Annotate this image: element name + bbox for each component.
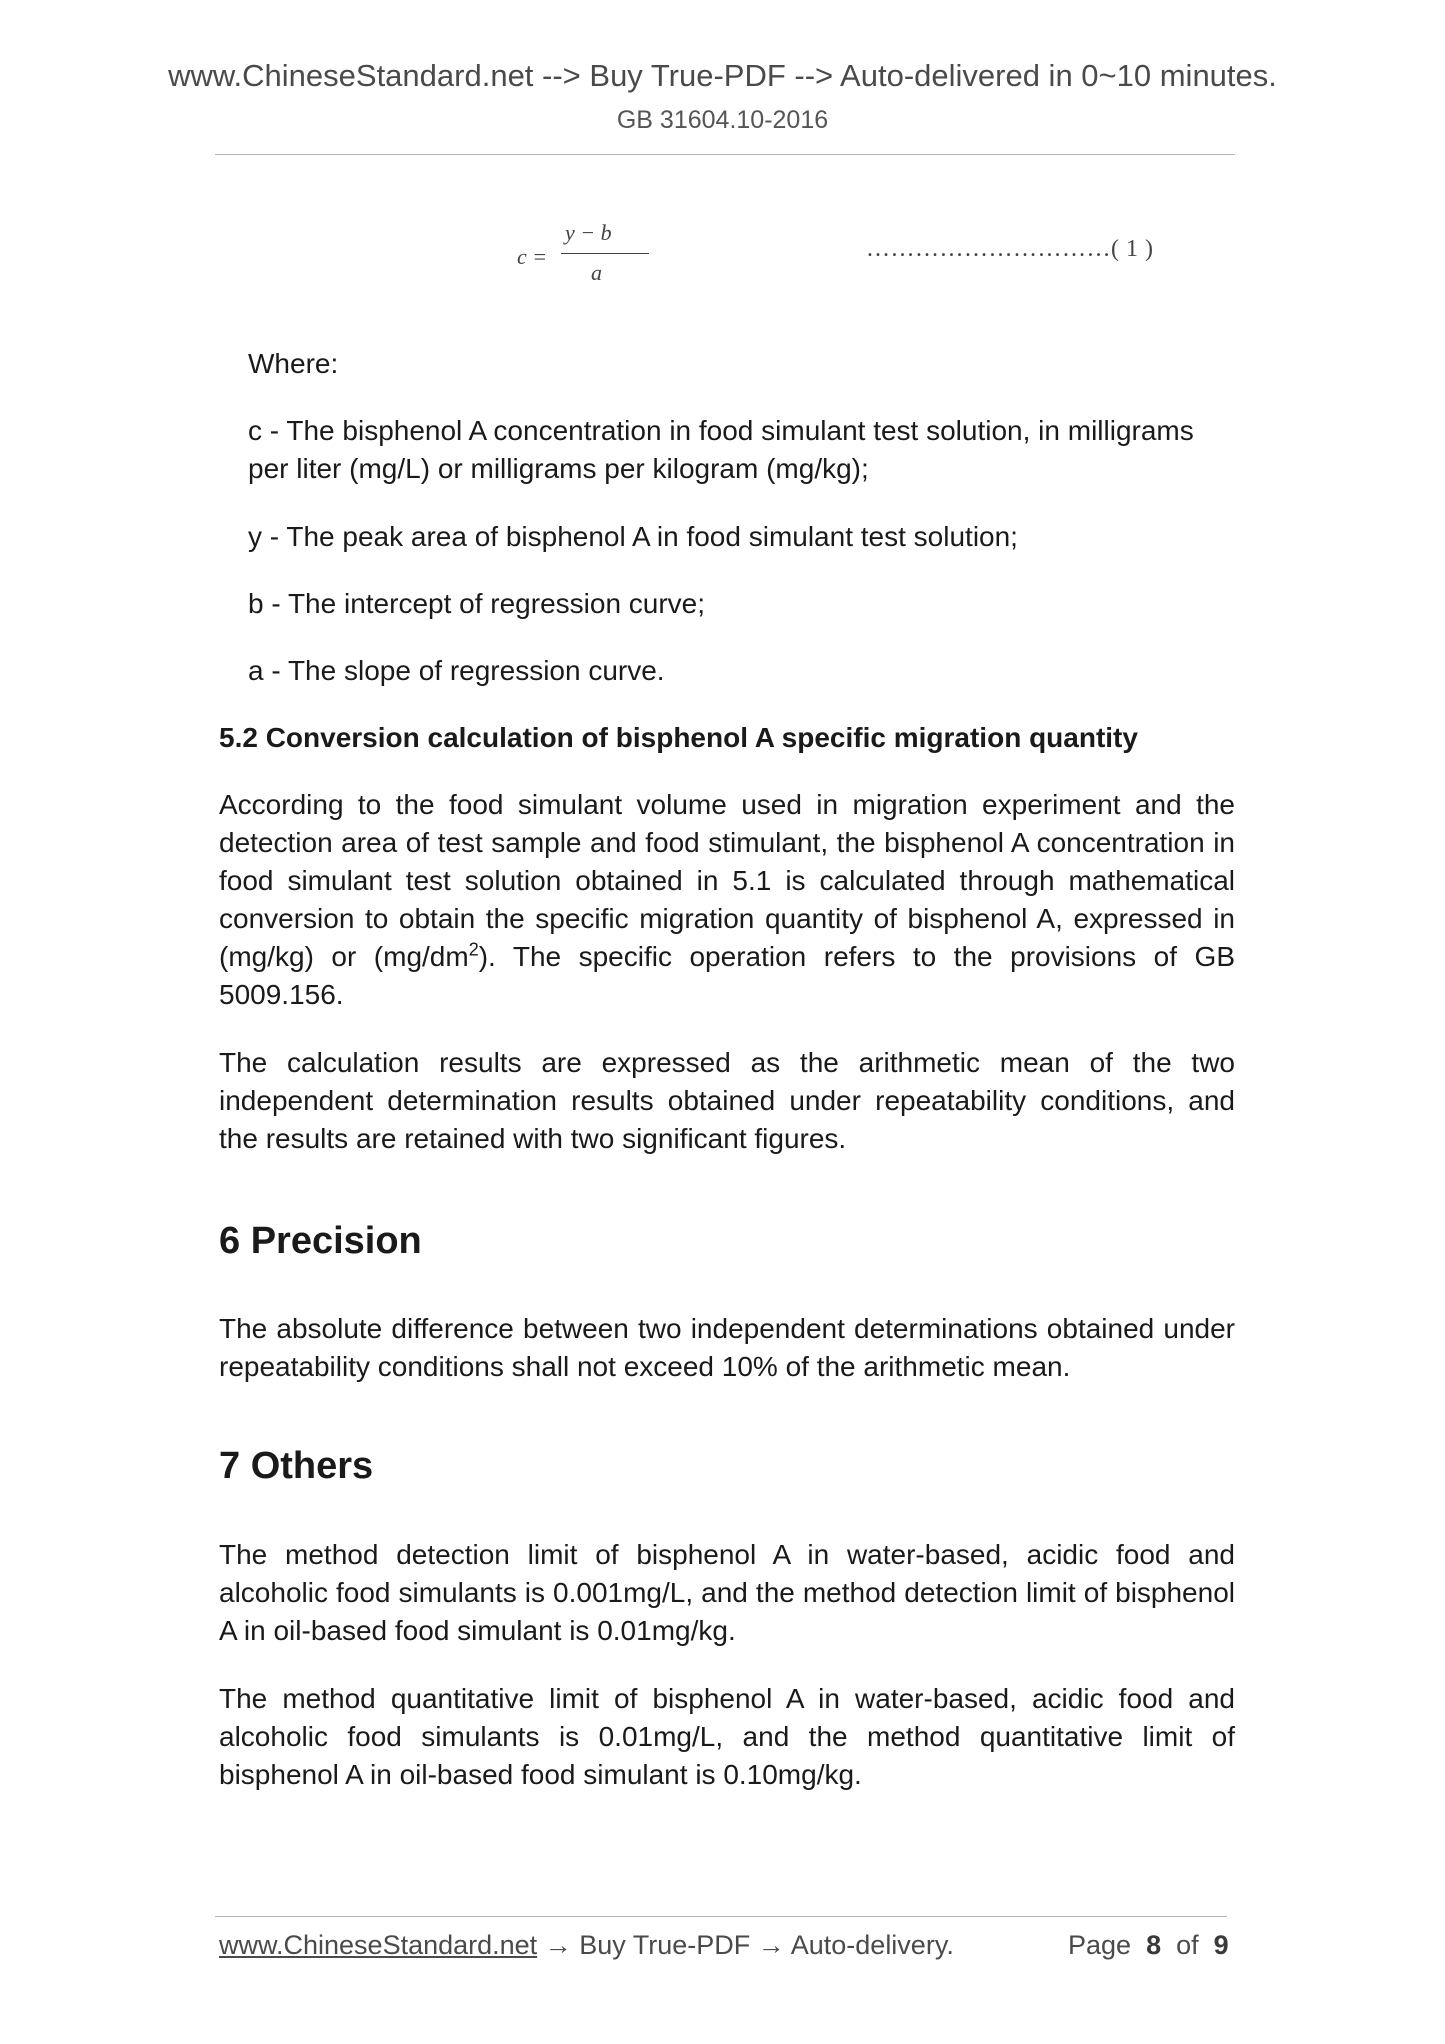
footer-tagline: → Buy True-PDF → Auto-delivery. [537,1930,954,1960]
section-6-heading: 6 Precision [219,1220,422,1262]
equation-number: …………………………( 1 ) [866,236,1154,262]
where-item-c: c - The bisphenol A concentration in food simulant test solution, in milligrams per liter (mg/L) or milligrams per kilogram (mg/kg); [248,415,1194,484]
section-7-paragraph-2: The method quantitative limit of bisphenol A in water-based, acidic food and alcoholic food simulants is 0.01mg/L, and the method quantitative limit of bisphenol A in oil-based food simulant is 0.10mg/kg. [219,1683,1235,1790]
where-item-b: b - The intercept of regression curve; [248,588,706,619]
fraction-bar [561,253,649,254]
footer-divider [215,1916,1227,1917]
section-5-2-paragraph-1: According to the food simulant volume used in migration experiment and the detection area of test sample and food stimulant, the bisphenol A concentration in food simulant test solution obtained in 5.1 is calculated through mathematical conversion to obtain the specific migration quantity of bisphenol A, expressed in (mg/kg) or $(mg/dm^2)$. The specific operation refers to the provisions of GB 5009.156. [219,789,1235,1010]
where-item-y: y - The peak area of bisphenol A in food simulant test solution; [248,521,1018,552]
page-number: 8 [1146,1930,1162,1960]
standard-code: GB 31604.10-2016 [616,106,829,134]
section-5-2-heading: 5.2 Conversion calculation of bisphenol A specific migration quantity [219,722,1138,753]
footer-link[interactable]: www.ChineseStandard.net [219,1930,538,1960]
header-banner: www.ChineseStandard.net --> Buy True-PDF --> Auto-delivered in 0~10 minutes. [168,58,1277,93]
section-6-paragraph: The absolute difference between two independent determinations obtained under repeatability conditions shall not exceed 10% of the arithmetic mean. [219,1313,1235,1382]
where-item-a: a - The slope of regression curve. [248,655,665,686]
section-7-heading: 7 Others [219,1445,374,1487]
formula-lhs: c = [517,244,548,269]
footer-left [219,1930,954,1961]
section-5-2-paragraph-2: The calculation results are expressed as the arithmetic mean of the two independent determination results obtained under repeatability conditions, and the results are retained with two significant figures. [219,1047,1235,1154]
section-7-paragraph-1: The method detection limit of bisphenol A in water-based, acidic food and alcoholic food simulants is 0.001mg/L, and the method detection limit of bisphenol A in oil-based food simulant is 0.01mg/kg. [219,1539,1235,1646]
formula-denominator: a [591,260,602,285]
where-label: Where: [248,348,339,379]
formula-numerator: y − b [565,220,612,245]
page-indicator: Page 8 of 9 [1068,1930,1229,1960]
formula-1 [513,220,653,300]
total-pages: 9 [1213,1930,1229,1960]
header-divider [215,154,1235,155]
